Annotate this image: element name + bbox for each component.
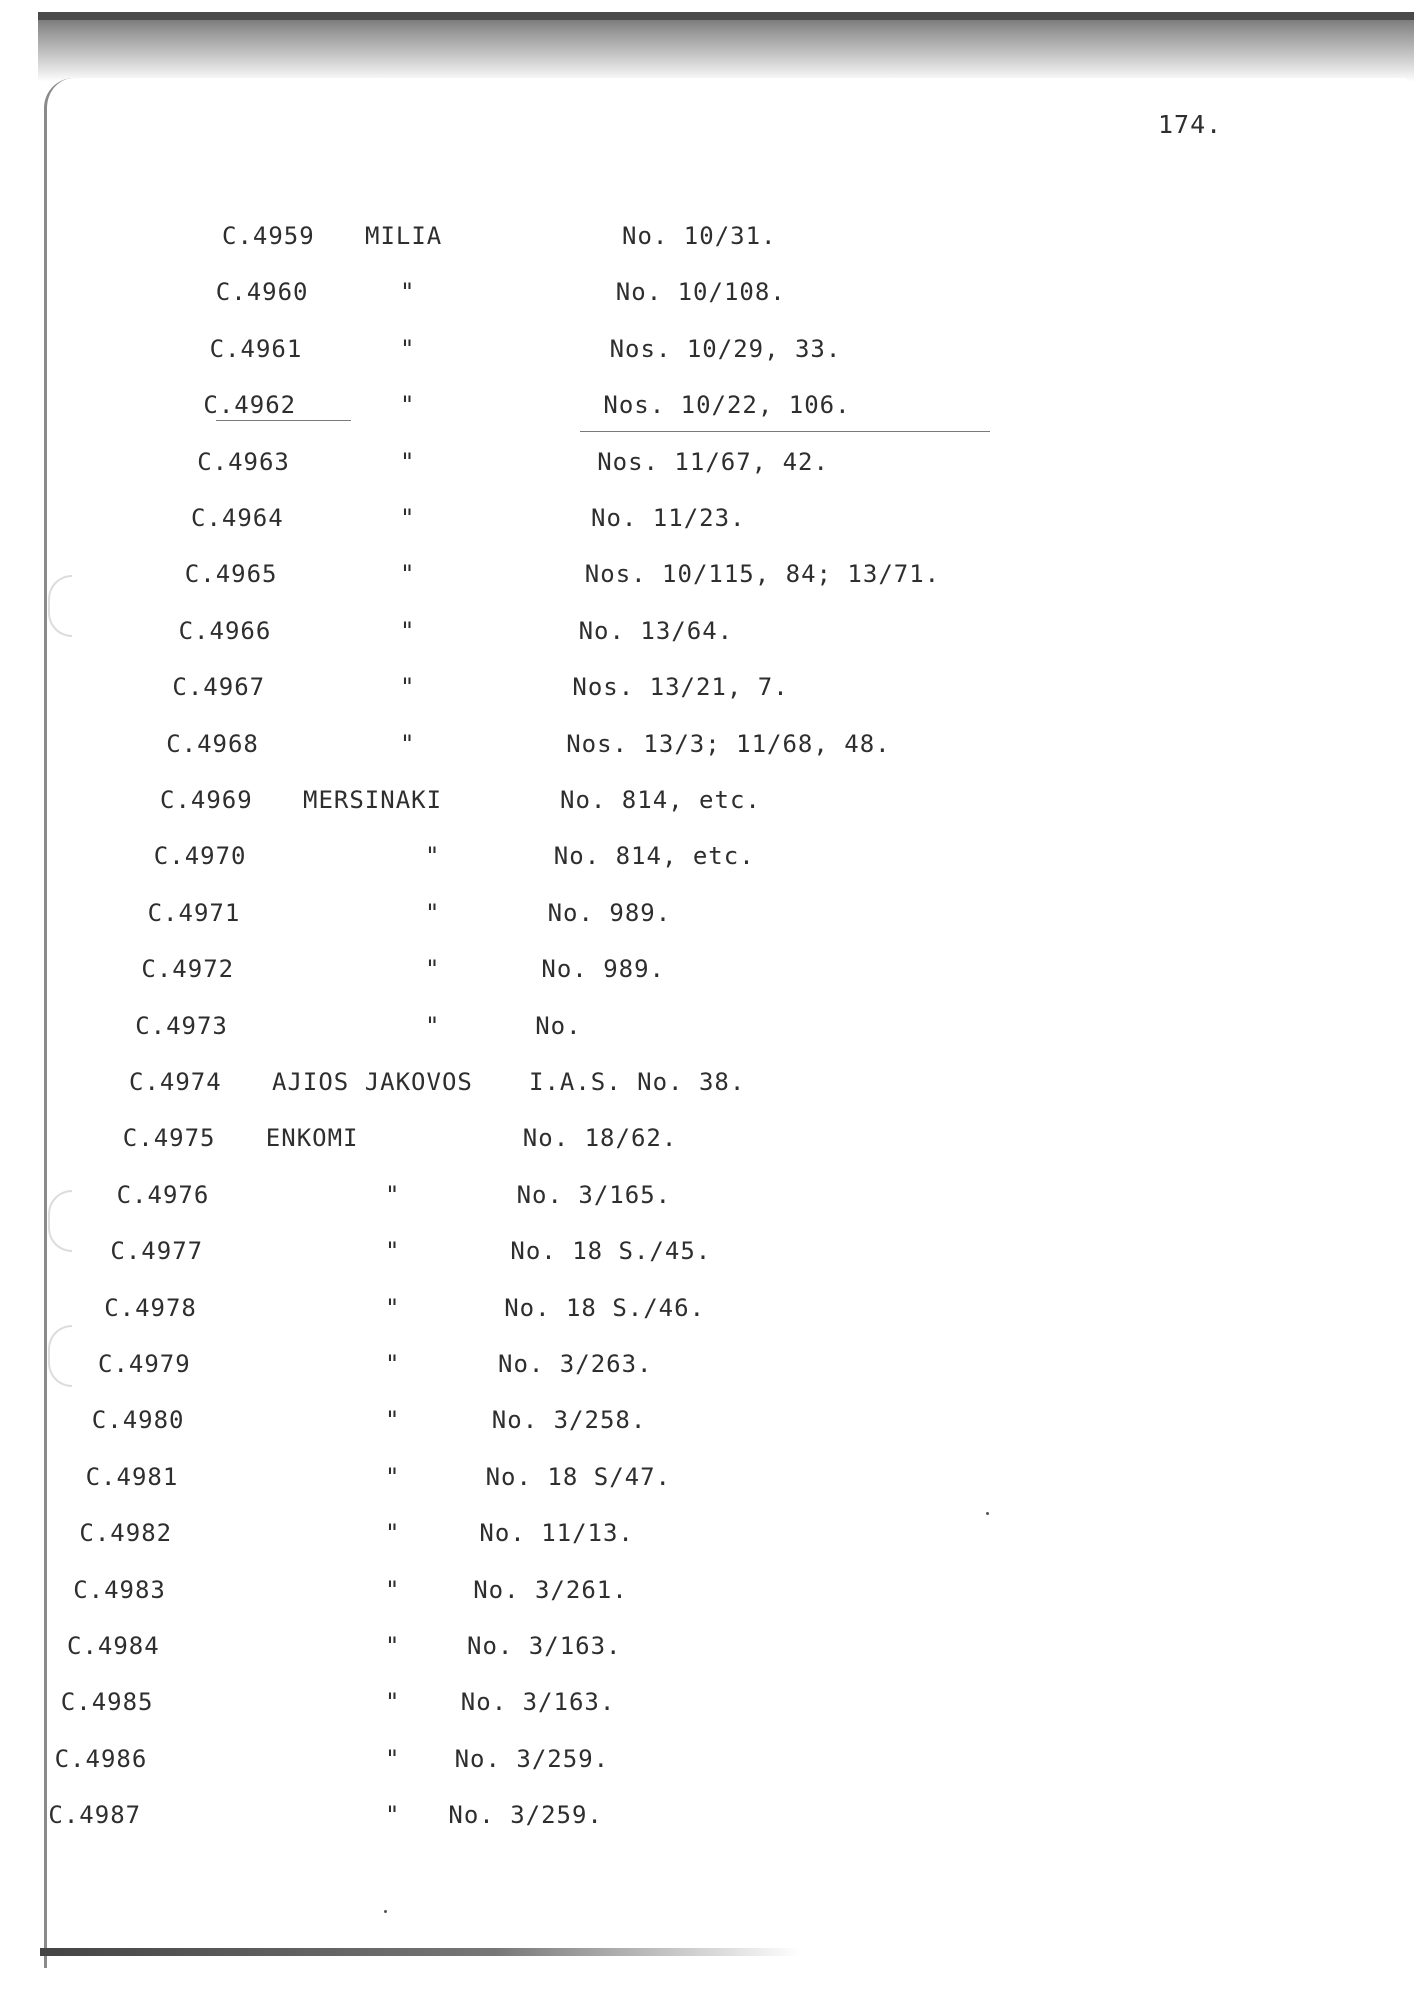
site-name: " bbox=[400, 616, 416, 645]
list-item bbox=[0, 1797, 1414, 1833]
catalogue-number: C.4968 bbox=[166, 729, 259, 758]
catalogue-number: C.4961 bbox=[209, 334, 303, 363]
catalogue-number: C.4970 bbox=[153, 842, 247, 871]
site-name: " bbox=[385, 1575, 401, 1604]
list-item bbox=[0, 556, 1414, 592]
catalogue-number: C.4959 bbox=[222, 222, 315, 250]
find-reference: No. 3/261. bbox=[473, 1575, 628, 1604]
site-name: AJIOS JAKOVOS bbox=[272, 1068, 473, 1096]
catalogue-number: C.4982 bbox=[79, 1519, 173, 1548]
site-name: " bbox=[425, 955, 441, 984]
catalogue-number: C.4965 bbox=[184, 560, 278, 589]
list-item bbox=[0, 331, 1414, 367]
catalogue-number: C.4986 bbox=[54, 1744, 148, 1773]
list-item bbox=[0, 1628, 1414, 1664]
site-name: MERSINAKI bbox=[303, 786, 443, 814]
site-name: " bbox=[385, 1180, 401, 1209]
scan-bottom-shadow bbox=[40, 1948, 800, 1956]
site-name: " bbox=[385, 1744, 401, 1773]
catalogue-number: C.4975 bbox=[122, 1124, 216, 1153]
find-reference: No. 18 S./46. bbox=[504, 1293, 706, 1322]
site-name: " bbox=[385, 1632, 401, 1660]
catalogue-number: C.4963 bbox=[197, 447, 290, 476]
catalogue-number: C.4973 bbox=[135, 1011, 228, 1040]
find-reference: No. 814, etc. bbox=[553, 842, 755, 871]
list-item bbox=[0, 1515, 1414, 1551]
underline-rule bbox=[216, 420, 351, 421]
catalogue-number: C.4977 bbox=[110, 1237, 204, 1266]
list-item bbox=[0, 895, 1414, 931]
catalogue-number: C.4966 bbox=[178, 616, 272, 645]
find-reference: No. 10/31. bbox=[622, 222, 777, 250]
catalogue-number: C.4967 bbox=[172, 673, 266, 702]
find-reference: Nos. 10/29, 33. bbox=[609, 334, 842, 363]
site-name: " bbox=[385, 1237, 401, 1266]
site-name: " bbox=[400, 673, 416, 702]
catalogue-number: C.4978 bbox=[104, 1293, 197, 1322]
list-item bbox=[0, 1402, 1414, 1438]
find-reference: I.A.S. No. 38. bbox=[529, 1068, 746, 1096]
list-item bbox=[0, 1177, 1414, 1213]
list-item bbox=[0, 1233, 1414, 1269]
find-reference: No. 18/62. bbox=[522, 1124, 678, 1153]
list-item bbox=[0, 1064, 1414, 1100]
list-item bbox=[0, 1459, 1414, 1495]
list-item bbox=[0, 1008, 1414, 1044]
site-name: " bbox=[400, 278, 416, 307]
underline-rule bbox=[580, 431, 990, 432]
find-reference: Nos. 13/3; 11/68, 48. bbox=[566, 729, 891, 758]
find-reference: No. 11/13. bbox=[479, 1519, 634, 1548]
find-reference: No. 18 S/47. bbox=[485, 1462, 671, 1491]
site-name: " bbox=[385, 1406, 401, 1435]
catalogue-number: C.4984 bbox=[67, 1632, 160, 1660]
find-reference: No. 3/163. bbox=[467, 1632, 622, 1660]
find-reference: Nos. 11/67, 42. bbox=[597, 447, 829, 476]
list-item bbox=[0, 1290, 1414, 1326]
site-name: " bbox=[385, 1519, 401, 1548]
catalogue-number: C.4985 bbox=[60, 1688, 154, 1717]
list-item bbox=[0, 838, 1414, 874]
list-item bbox=[0, 669, 1414, 705]
find-reference: No. bbox=[535, 1011, 582, 1040]
list-item bbox=[0, 274, 1414, 310]
site-name: " bbox=[400, 729, 416, 758]
find-reference: No. 3/263. bbox=[498, 1350, 653, 1378]
site-name: " bbox=[385, 1350, 401, 1378]
list-item bbox=[0, 218, 1414, 254]
site-name: " bbox=[425, 1011, 441, 1040]
site-name: " bbox=[385, 1293, 401, 1322]
catalogue-number: C.4974 bbox=[129, 1068, 222, 1096]
catalogue-number: C.4964 bbox=[191, 504, 284, 532]
list-item bbox=[0, 1120, 1414, 1156]
catalogue-number: C.4981 bbox=[85, 1462, 179, 1491]
catalogue-number: C.4971 bbox=[147, 898, 241, 927]
find-reference: No. 3/163. bbox=[460, 1688, 616, 1717]
site-name: " bbox=[400, 391, 416, 420]
site-name: " bbox=[400, 447, 416, 476]
site-name: " bbox=[385, 1801, 401, 1830]
find-reference: No. 814, etc. bbox=[560, 786, 761, 814]
find-reference: No. 18 S./45. bbox=[510, 1237, 712, 1266]
ink-speck bbox=[384, 1910, 387, 1913]
list-item bbox=[0, 1741, 1414, 1777]
find-reference: No. 10/108. bbox=[615, 278, 786, 307]
ink-speck bbox=[986, 1512, 989, 1515]
list-item bbox=[0, 444, 1414, 480]
list-item bbox=[0, 951, 1414, 987]
site-name: ENKOMI bbox=[265, 1124, 359, 1153]
list-item bbox=[0, 1572, 1414, 1608]
site-name: " bbox=[425, 898, 441, 927]
page-number: 174. bbox=[1158, 110, 1223, 139]
catalogue-number: C.4979 bbox=[98, 1350, 191, 1378]
find-reference: Nos. 13/21, 7. bbox=[572, 673, 789, 702]
site-name: " bbox=[385, 1688, 401, 1717]
find-reference: No. 989. bbox=[541, 955, 665, 984]
list-item bbox=[0, 726, 1414, 762]
catalogue-number: C.4976 bbox=[116, 1180, 210, 1209]
site-name: " bbox=[400, 560, 416, 589]
list-item bbox=[0, 613, 1414, 649]
list-item bbox=[0, 1346, 1414, 1382]
list-item bbox=[0, 387, 1414, 423]
find-reference: No. 11/23. bbox=[591, 504, 746, 532]
find-reference: No. 3/259. bbox=[454, 1744, 610, 1773]
list-item bbox=[0, 500, 1414, 536]
catalogue-number: C.4987 bbox=[48, 1801, 142, 1830]
catalogue-number: C.4962 bbox=[203, 391, 297, 420]
find-reference: Nos. 10/22, 106. bbox=[603, 391, 851, 420]
catalogue-number: C.4980 bbox=[91, 1406, 185, 1435]
site-name: " bbox=[425, 842, 441, 871]
list-item bbox=[0, 1684, 1414, 1720]
find-reference: No. 989. bbox=[547, 898, 672, 927]
find-reference: No. 3/165. bbox=[516, 1180, 672, 1209]
catalogue-number: C.4983 bbox=[73, 1575, 166, 1604]
scan-top-edge bbox=[38, 12, 1414, 20]
site-name: " bbox=[400, 504, 416, 532]
scan-top-shadow bbox=[38, 12, 1414, 82]
find-reference: No. 3/259. bbox=[448, 1801, 603, 1830]
catalogue-number: C.4969 bbox=[160, 786, 253, 814]
site-name: " bbox=[400, 334, 416, 363]
find-reference: No. 3/258. bbox=[491, 1406, 647, 1435]
catalogue-number: C.4960 bbox=[215, 278, 309, 307]
site-name: MILIA bbox=[365, 222, 443, 250]
find-reference: Nos. 10/115, 84; 13/71. bbox=[584, 560, 941, 589]
list-item bbox=[0, 782, 1414, 818]
catalogue-number: C.4972 bbox=[141, 955, 235, 984]
find-reference: No. 13/64. bbox=[578, 616, 734, 645]
site-name: " bbox=[385, 1462, 401, 1491]
